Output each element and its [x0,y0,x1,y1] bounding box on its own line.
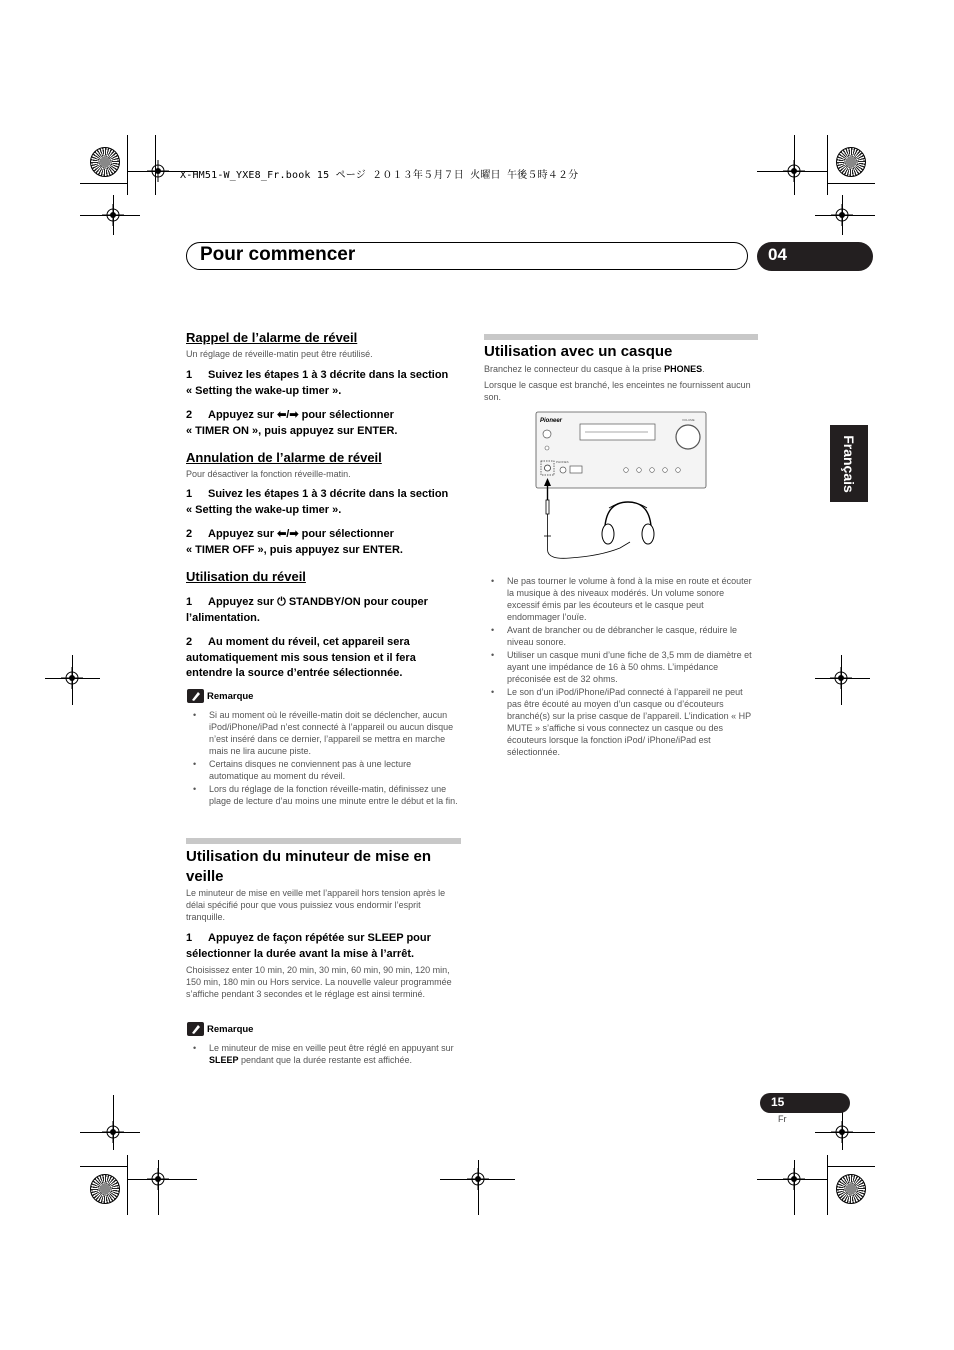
page-number: 15 [771,1095,785,1109]
registration-rosette [90,147,120,177]
section-heading: Utilisation avec un casque [484,343,673,360]
phones-label: PHONES [556,460,569,464]
section-heading: Annulation de l’alarme de réveil [186,450,382,465]
print-info-line: X-HM51-W_YXE8_Fr.book 15 ページ ２０１３年５月７日 火曜日 午後５時４２分 [180,170,579,181]
language-tab [830,425,868,502]
section-text: Lorsque le casque est branché, les enceintes ne fournissent aucun son. [484,380,751,402]
note-label: Remarque [207,691,254,702]
list-item: • Si au moment où le réveille-matin doit se déclencher, aucun iPod/iPhone/iPad n’est connecté à l’appareil ou aucun disque n’est inséré dans ce dernier, l’appareil se mettra en marche mais ne lira aucune piste. [187,709,462,757]
step: 2 Au moment du réveil, cet appareil sera automatiquement mis sous tension et il fera entendre la source d’entrée sélectionnée. [186,636,416,679]
registration-rosette [836,147,866,177]
step: 1 Appuyez sur ⏻ STANDBY/ON pour couper l’alimentation. [186,596,428,624]
page-language: Fr [778,1114,787,1124]
list-item: • Le son d’un iPod/iPhone/iPad connecté à l’appareil ne peut pas être écouté au moyen d’un casque ou d’écouteurs branché(s) sur la prise casque de l’appareil. L’indication « HP MUTE » s’affiche si vous connectez un casque ou des écouteurs lorsque la fonction iPod/ iPhone/iPad est sélectionnée. [485,686,759,758]
list-item: • Certains disques ne conviennent pas à une lecture automatique au moment du réveil. [187,758,462,782]
brand-logo-text: Pioneer [540,418,563,424]
note-icon [187,1022,204,1036]
list-item: • Utiliser un casque muni d’une fiche de 3,5 mm de diamètre et ayant une impédance de 16 à 50 ohms. L’impédance préconisée est de 32 ohms. [485,649,759,685]
note-label: Remarque [207,1024,254,1035]
list-item: • Ne pas tourner le volume à fond à la mise en route et écouter la musique à des niveaux modérés. Un volume sonore excessif émis par les écouteurs et le casque peut endommager l’ouïe. [485,575,759,623]
list-item: • Le minuteur de mise en veille peut être réglé en appuyant sur SLEEP pendant que la durée restante est affichée. [187,1042,462,1066]
language-tab-label: Français [841,434,857,493]
tips-list [485,575,759,759]
section-heading: Utilisation du minuteur de mise en veille [186,848,432,885]
step-detail: Choisissez enter 10 min, 20 min, 30 min, 60 min, 90 min, 120 min, 150 min, 180 min ou Hors service. La nouvelle valeur programmée s’affiche pendant 3 secondes et le réglage est ainsi terminé. [186,965,452,999]
registration-rosette [836,1174,866,1204]
section-divider [484,334,758,340]
section-intro: Pour désactiver la fonction réveille-matin. [186,469,351,479]
volume-label: VOLUME [682,418,695,422]
step: 2 Appuyez sur ⬅/➡ pour sélectionner « TIMER ON », puis appuyez sur ENTER. [186,409,398,437]
section-intro: Le minuteur de mise en veille met l’appareil hors tension après le délai spécifié pour que vous puissiez vous endormir l’esprit tranquille. [186,888,446,922]
headphones-connection-illustration [530,410,710,570]
section-intro: Un réglage de réveille-matin peut être réutilisé. [186,349,373,359]
step: 1 Appuyez de façon répétée sur SLEEP pour sélectionner la durée avant la mise à l’arrêt. [186,932,431,960]
section-heading: Utilisation du réveil [186,569,306,584]
note-list [187,709,462,808]
step: 2 Appuyez sur ⬅/➡ pour sélectionner « TIMER OFF », puis appuyez sur ENTER. [186,528,403,556]
step: 1 Suivez les étapes 1 à 3 décrite dans la section « Setting the wake-up timer ». [186,369,449,397]
chapter-number: 04 [768,245,787,264]
section-heading: Rappel de l’alarme de réveil [186,330,358,345]
list-item: • Lors du réglage de la fonction réveille-matin, définissez une plage de lecture d’au moins une minute entre le début et la fin. [187,783,462,807]
section-intro: Branchez le connecteur du casque à la prise PHONES. [484,364,705,374]
page-title: Pour commencer [200,244,356,265]
step: 1 Suivez les étapes 1 à 3 décrite dans la section « Setting the wake-up timer ». [186,488,449,516]
list-item: • Avant de brancher ou de débrancher le casque, réduire le niveau sonore. [485,624,759,648]
section-divider [186,838,461,844]
note-icon [187,689,204,703]
registration-rosette [90,1174,120,1204]
note-list [187,1042,462,1067]
